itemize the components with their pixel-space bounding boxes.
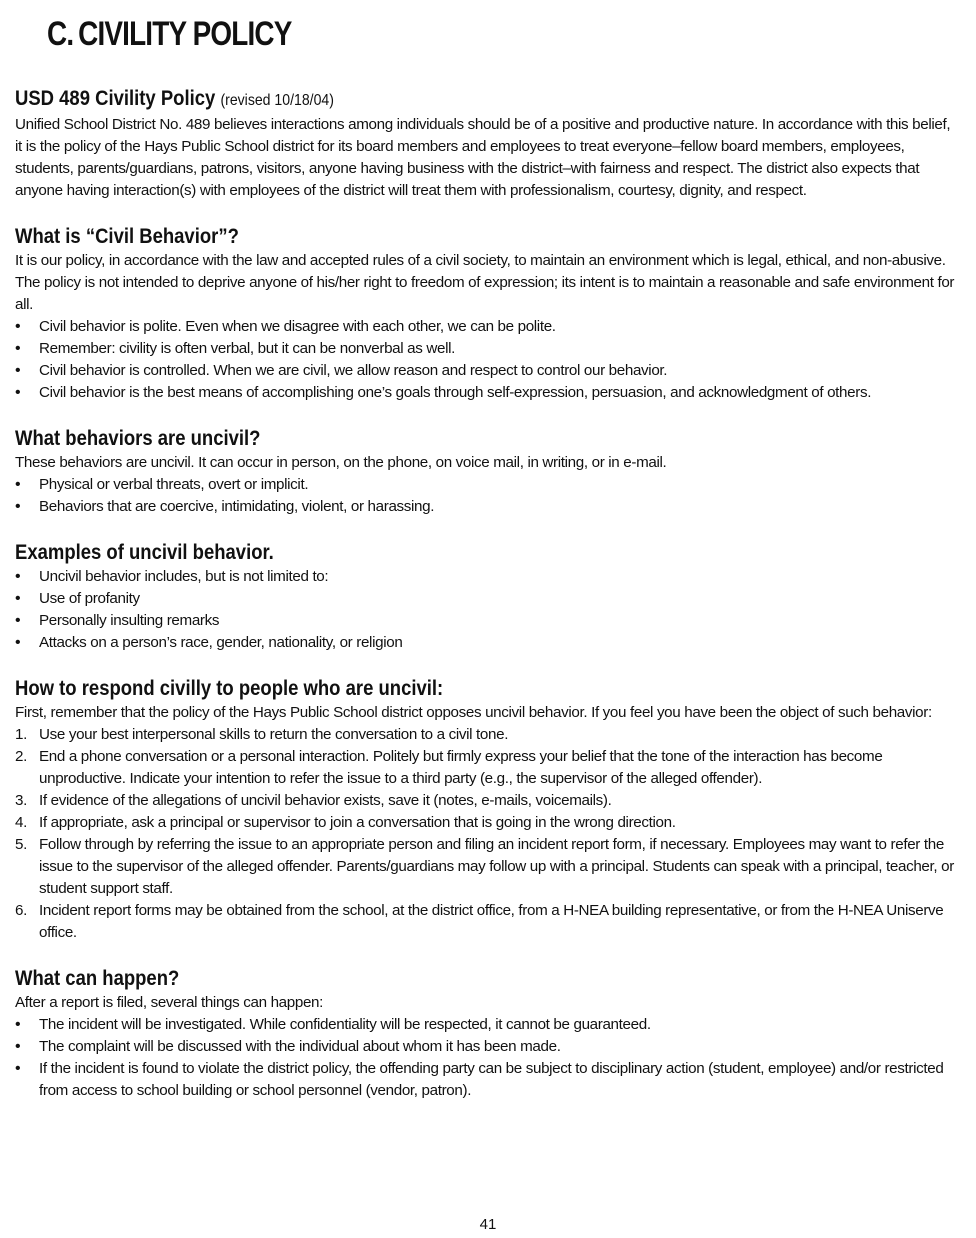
respond-body: First, remember that the policy of the Hays Public School district opposes uncivil behavior. If you feel you have been the object of such behavior: bbox=[15, 704, 932, 721]
respond-steps-list bbox=[15, 724, 955, 944]
step-text: If evidence of the allegations of uncivil behavior exists, save it (notes, e-mails, voicemails). bbox=[39, 792, 612, 809]
step-number: 1. bbox=[15, 726, 27, 743]
happen-heading: What can happen? bbox=[15, 967, 180, 990]
section-letter: C. bbox=[47, 15, 74, 53]
examples-bullet-list bbox=[15, 566, 955, 654]
list-item bbox=[15, 746, 955, 790]
page-title bbox=[47, 12, 792, 56]
revised-note: (revised 10/18/04) bbox=[220, 92, 334, 109]
list-item: • If the incident is found to violate the district policy, the offending party can be subject to disciplinary action (student, employee) and/or restricted from access to school building or school personnel (vendor, patron). bbox=[15, 1058, 955, 1102]
list-item: • Use of profanity bbox=[15, 588, 955, 610]
step-number: 3. bbox=[15, 792, 27, 809]
happen-section bbox=[15, 966, 955, 1102]
uncivil-body: These behaviors are uncivil. It can occur in person, on the phone, on voice mail, in writing, or in e-mail. bbox=[15, 454, 667, 471]
step-text: Incident report forms may be obtained from the school, at the district office, from a H-NEA building representative, or from the H-NEA Uniserve office. bbox=[39, 902, 944, 941]
list-item: • Physical or verbal threats, overt or implicit. bbox=[15, 474, 955, 496]
civil-section bbox=[15, 224, 955, 404]
policy-section bbox=[15, 86, 955, 202]
policy-heading-text: USD 489 Civility Policy bbox=[15, 87, 216, 110]
list-item bbox=[15, 724, 955, 746]
respond-heading: How to respond civilly to people who are uncivil: bbox=[15, 677, 444, 700]
list-item: • Civil behavior is controlled. When we are civil, we allow reason and respect to control our behavior. bbox=[15, 360, 955, 382]
list-item: • The incident will be investigated. While confidentiality will be respected, it cannot be guaranteed. bbox=[15, 1014, 955, 1036]
list-item bbox=[15, 790, 955, 812]
step-text: Use your best interpersonal skills to return the conversation to a civil tone. bbox=[39, 726, 509, 743]
step-number: 6. bbox=[15, 902, 27, 919]
uncivil-heading: What behaviors are uncivil? bbox=[15, 427, 261, 450]
happen-bullet-list bbox=[15, 1014, 955, 1102]
list-item: • Civil behavior is the best means of accomplishing one’s goals through self-expression, persuasion, and acknowledgment of others. bbox=[15, 382, 955, 404]
step-number: 2. bbox=[15, 748, 27, 765]
list-item: • Behaviors that are coercive, intimidating, violent, or harassing. bbox=[15, 496, 955, 518]
list-item: • Personally insulting remarks bbox=[15, 610, 955, 632]
step-text: If appropriate, ask a principal or supervisor to join a conversation that is going in the wrong direction. bbox=[39, 814, 676, 831]
title-text: CIVILITY POLICY bbox=[78, 15, 292, 53]
uncivil-section bbox=[15, 426, 955, 518]
list-item bbox=[15, 900, 955, 944]
civil-body: It is our policy, in accordance with the law and accepted rules of a civil society, to maintain an environment which is legal, ethical, and non-abusive. The policy is not intended to deprive anyone of his/her right to freedom of expression; its intent is to maintain a reasonable and safe environment for all. bbox=[15, 252, 955, 313]
list-item: • The complaint will be discussed with the individual about whom it has been made. bbox=[15, 1036, 955, 1058]
uncivil-bullet-list bbox=[15, 474, 955, 518]
examples-section bbox=[15, 540, 955, 654]
step-text: End a phone conversation or a personal interaction. Politely but firmly express your belief that the tone of the interaction has become unproductive. Indicate your intention to refer the issue to a third party (e.g., the supervisor of the alleged offender). bbox=[39, 748, 883, 787]
list-item: • Civil behavior is polite. Even when we disagree with each other, we can be polite. bbox=[15, 316, 955, 338]
step-text: Follow through by referring the issue to an appropriate person and filing an incident report form, if necessary. Employees may want to refer the issue to the supervisor of the alleged offender. Parents/guardians may follow up with a principal. Students can speak with a principal, teacher, or student support staff. bbox=[39, 836, 954, 897]
examples-heading: Examples of uncivil behavior. bbox=[15, 541, 274, 564]
list-item bbox=[15, 834, 955, 900]
civil-bullet-list bbox=[15, 316, 955, 404]
list-item: • Uncivil behavior includes, but is not limited to: bbox=[15, 566, 955, 588]
respond-section bbox=[15, 676, 955, 944]
policy-body: Unified School District No. 489 believes interactions among individuals should be of a positive and productive nature. In accordance with this belief, it is the policy of the Hays Public School district for its board members and employees to treat everyone–fellow board members, employees, students, parents/guardians, patrons, visitors, anyone having business with the district–with fairness and respect. The district also expects that anyone having interaction(s) with employees of the district will treat them with professionalism, courtesy, dignity, and respect. bbox=[15, 116, 951, 199]
list-item bbox=[15, 812, 955, 834]
policy-heading bbox=[15, 86, 842, 114]
civil-heading: What is “Civil Behavior”? bbox=[15, 225, 239, 248]
page-number: 41 bbox=[479, 1216, 497, 1233]
happen-body: After a report is filed, several things can happen: bbox=[15, 994, 324, 1011]
list-item: • Remember: civility is often verbal, but it can be nonverbal as well. bbox=[15, 338, 955, 360]
step-number: 4. bbox=[15, 814, 27, 831]
step-number: 5. bbox=[15, 836, 27, 853]
list-item: • Attacks on a person’s race, gender, nationality, or religion bbox=[15, 632, 955, 654]
document-page bbox=[15, 12, 955, 1102]
